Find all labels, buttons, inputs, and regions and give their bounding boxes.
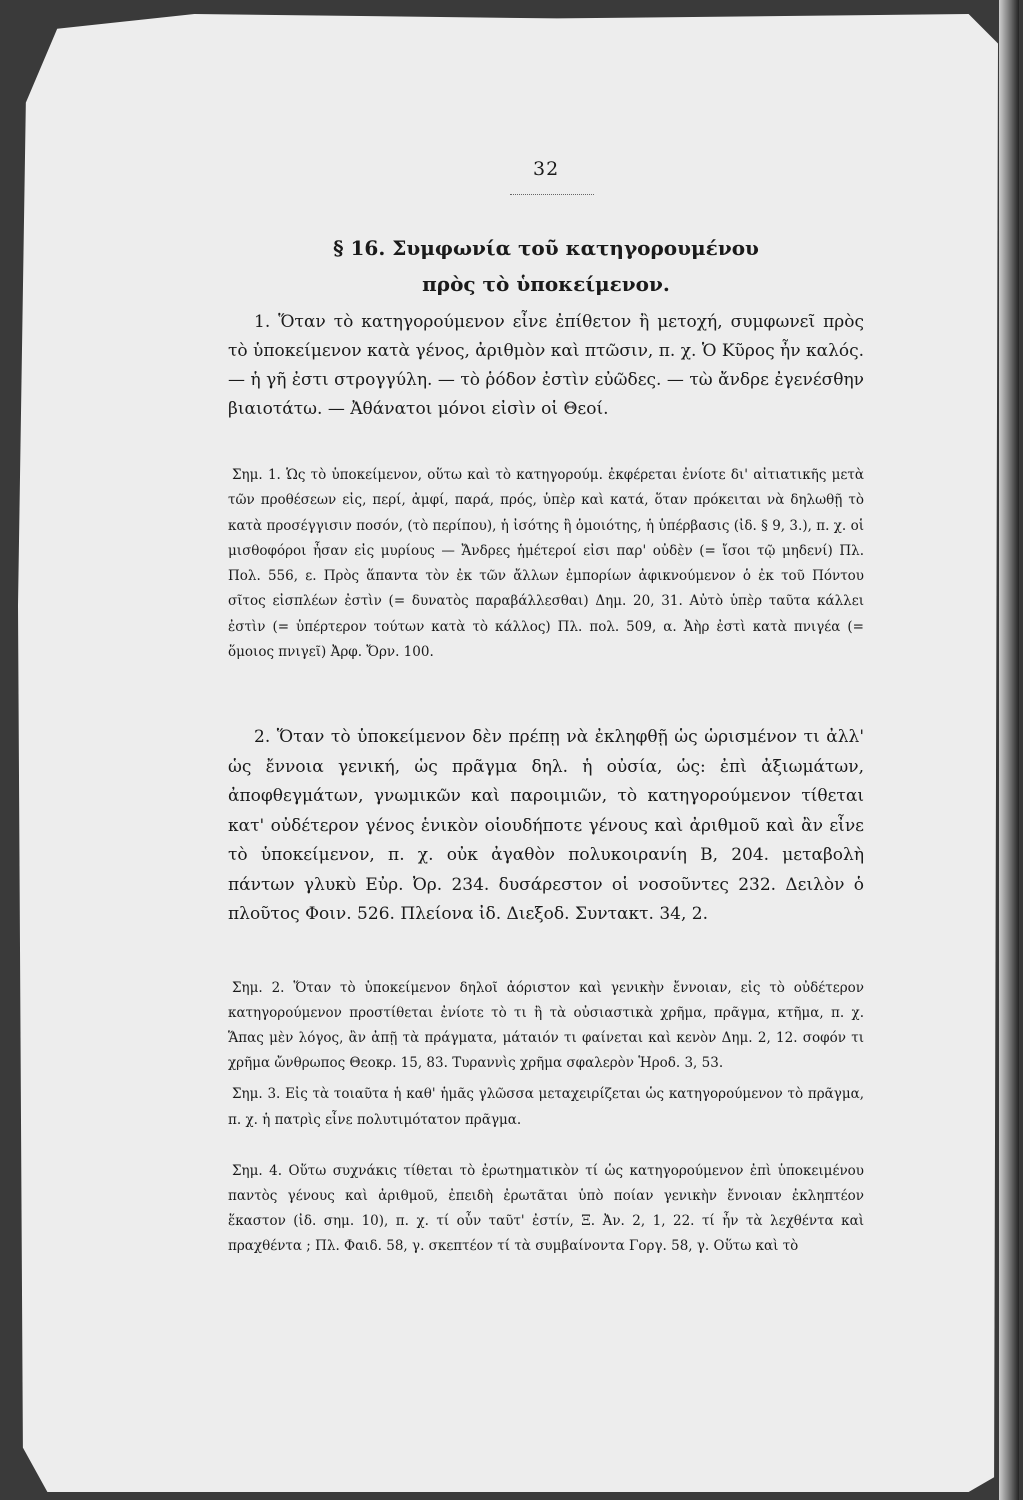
heading-line-1: § 16. Συμφωνία τοῦ κατηγορουμένου (333, 236, 759, 260)
section-heading (228, 230, 864, 302)
note-3: Σημ. 3. Εἰς τὰ τοιαῦτα ἡ καθ' ἡμᾶς γλῶσσα μεταχειρίζεται ὡς κατηγορούμενον τὸ πρᾶγμα, π. χ. ἡ πατρὶς εἶνε πολυτιμότατον πρᾶγμα. (228, 1086, 864, 1128)
note-2: Σημ. 2. Ὅταν τὸ ὑποκείμενον δηλοῖ ἀόριστον καὶ γενικὴν ἔννοιαν, εἰς τὸ οὐδέτερον κατηγορούμενον προστίθεται ἐνίοτε τὸ τι ἢ τὰ οὐσιαστικὰ χρῆμα, πρᾶγμα, κτῆμα, π. χ. Ἅπας μὲν λόγος, ἂν ἀπῇ τὰ πράγματα, μάταιόν τι φαίνεται καὶ κενὸν Δημ. 2, 12. σοφόν τι χρῆμα ὤνθρωπος Θεοκρ. 15, 83. Τυραννὶς χρῆμα σφαλερὸν Ἡροδ. 3, 53. (228, 980, 864, 1071)
paragraph-1: 1. Ὅταν τὸ κατηγορούμενον εἶνε ἐπίθετον ἢ μετοχή, συμφωνεῖ πρὸς τὸ ὑποκείμενον κατὰ γένος, ἀριθμὸν καὶ πτῶσιν, π. χ. Ὁ Κῦρος ἦν καλός. — ἡ γῆ ἐστι στρογγύλη. — τὸ ῥόδον ἐστὶν εὐῶδες. — τὼ ἄνδρε ἐγενέσθην βιαιοτάτω. — Ἀθάνατοι μόνοι εἰσὶν οἱ Θεοί. (228, 312, 864, 419)
paragraph-2: 2. Ὅταν τὸ ὑποκείμενον δὲν πρέπῃ νὰ ἐκληφθῇ ὡς ὡρισμένον τι ἀλλ' ὡς ἔννοια γενική, ὡς πρᾶγμα δηλ. ἡ οὐσία, ὡς: ἐπὶ ἀξιωμάτων, ἀποφθεγμάτων, γνωμικῶν καὶ παροιμιῶν, τὸ κατηγορούμενον τίθεται κατ' οὐδέτερον γένος ἑνικὸν οἱουδήποτε γένους καὶ ἀριθμοῦ καὶ ἂν εἶνε τὸ ὑποκείμενον, π. χ. οὐκ ἀγαθὸν πολυκοιρανίη Β, 204. μεταβολὴ πάντων γλυκὺ Εὐρ. Ὀρ. 234. δυσάρεστον οἱ νοσοῦντες 232. Δειλὸν ὁ πλοῦτος Φοιν. 526. Πλείονα ἰδ. Διεξοδ. Συντακτ. 34, 2. (228, 727, 864, 924)
page-number-rule (510, 194, 594, 195)
heading-line-2: πρὸς τὸ ὑποκείμενον. (422, 272, 670, 296)
note-1: Σημ. 1. Ὡς τὸ ὑποκείμενον, οὕτω καὶ τὸ κατηγορούμ. ἐκφέρεται ἐνίοτε δι' αἰτιατικῆς μετὰ τῶν προθέσεων εἰς, περί, ἀμφί, παρά, πρός, ὑπὲρ καὶ κατά, ὅταν πρόκειται νὰ δηλωθῇ τὸ κατὰ προσέγγισιν ποσόν, (τὸ περίπου), ἡ ἰσότης ἢ ὁμοιότης, ἡ ὑπέρβασις (ἰδ. § 9, 3.), π. χ. οἱ μισθοφόροι ἦσαν εἰς μυρίους — Ἄνδρες ἡμέτεροί εἰσι παρ' οὐδὲν (= ἴσοι τῷ μηδενί) Πλ. Πολ. 556, ε. Πρὸς ἅπαντα τὸν ἐκ τῶν ἄλλων ἐμπορίων ἀφικνούμενον ὁ ἐκ τοῦ Πόντου σῖτος εἰσπλέων ἐστὶν (= δυνατὸς παραβάλλεσθαι) Δημ. 20, 31. Αὐτὸ ὑπὲρ ταῦτα κάλλει ἐστὶν (= ὑπέρτερον τούτων κατὰ τὸ κάλλος) Πλ. πολ. 509, α. Ἀὴρ ἐστὶ κατὰ πνιγέα (= ὅμοιος πνιγεῖ) Ἀρφ. Ὄρν. 100. (228, 467, 864, 661)
page-number: 32 (533, 158, 560, 180)
note-4: Σημ. 4. Οὕτω συχνάκις τίθεται τὸ ἐρωτηματικὸν τί ὡς κατηγορούμενον ἐπὶ ὑποκειμένου παντὸς γένους καὶ ἀριθμοῦ, ἐπειδὴ ἐρωτᾶται ὑπὸ ποίαν γενικὴν ἔννοιαν ἐκληπτέον ἕκαστον (ἰδ. σημ. 10), π. χ. τί οὖν ταῦτ' ἐστίν, Ξ. Ἀν. 2, 1, 22. τί ἦν τὰ λεχθέντα καὶ πραχθέντα ; Πλ. Φαιδ. 58, γ. σκεπτέον τί τὰ συμβαίνοντα Γοργ. 58, γ. Οὕτω καὶ τὸ (228, 1163, 864, 1254)
book-spine-edge (999, 0, 1019, 1500)
